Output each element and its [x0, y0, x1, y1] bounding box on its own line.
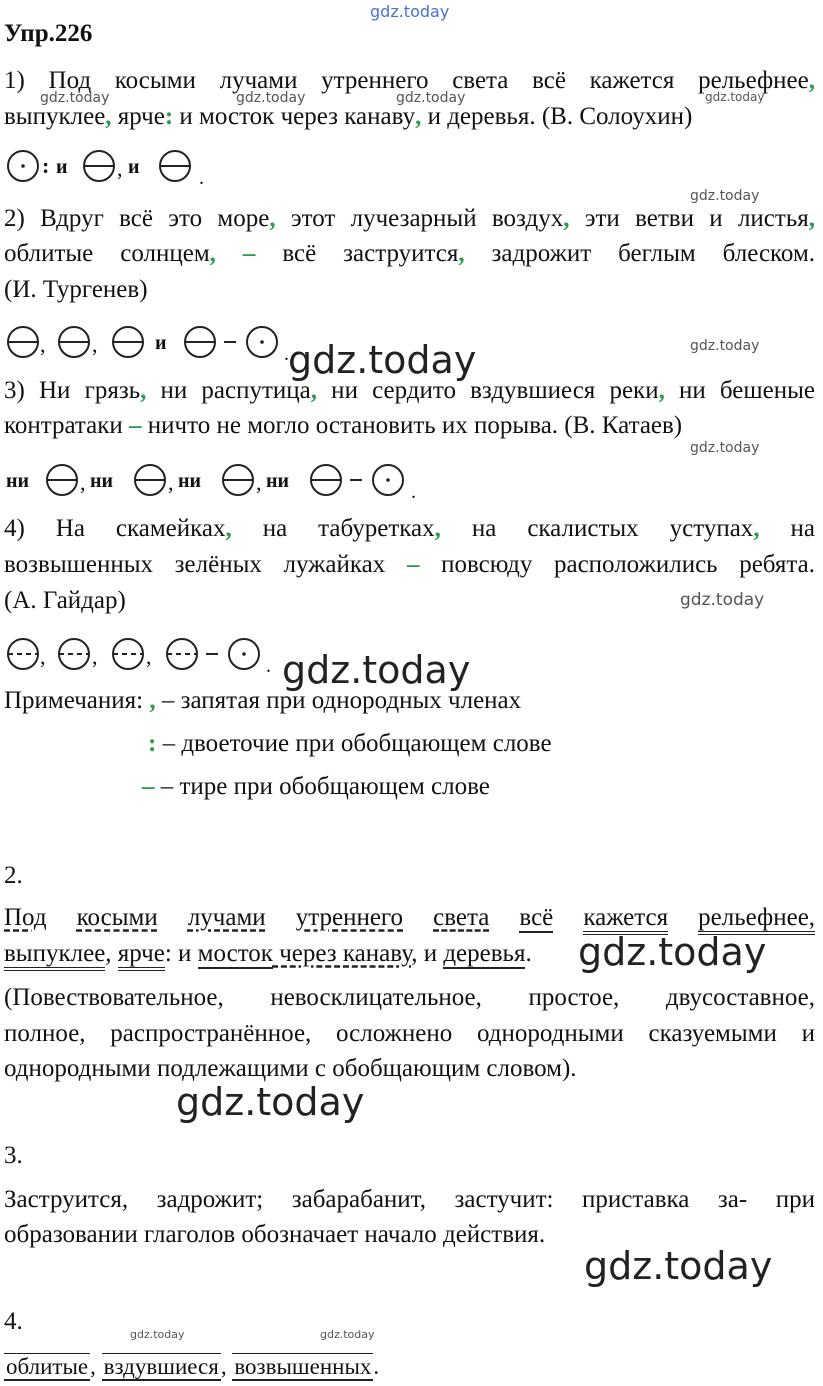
text: ничто не могло остановить их порыва. (В. Катаев) — [141, 412, 683, 439]
notes-line2 — [148, 729, 815, 759]
comma-mark: , — [149, 687, 156, 714]
word: косыми — [76, 904, 158, 931]
notes-line3 — [142, 772, 815, 802]
watermark: gdz.today — [236, 90, 306, 106]
text: ни бешеные — [664, 377, 816, 404]
svg-text:,: , — [92, 644, 98, 669]
text: эти ветви и листья — [569, 205, 809, 232]
svg-text:.: . — [411, 481, 416, 500]
part4-words — [4, 1352, 815, 1382]
word: выпуклее — [4, 940, 105, 971]
text: , — [90, 1354, 102, 1379]
watermark: gdz.today — [578, 930, 767, 974]
svg-text:,: , — [256, 470, 262, 495]
svg-text:,: , — [40, 332, 46, 357]
comma-mark: , — [434, 515, 441, 542]
text: контратаки — [4, 412, 130, 439]
dash-mark: – — [406, 551, 420, 578]
notes-line1 — [4, 686, 815, 716]
word: всё — [519, 904, 554, 931]
svg-text:,: , — [146, 644, 152, 669]
svg-text:ни: ни — [6, 470, 30, 492]
ex1-line2 — [4, 102, 815, 132]
svg-text:.: . — [284, 343, 289, 362]
watermark: gdz.today — [288, 338, 477, 382]
scheme-2 — [4, 322, 304, 362]
ex2-line3: (И. Тургенев) — [4, 276, 148, 303]
scheme-4 — [4, 634, 294, 674]
watermark: gdz.today — [282, 648, 471, 692]
ex2-line2 — [4, 239, 815, 269]
svg-text:и: и — [128, 156, 140, 178]
svg-text:,: , — [40, 644, 46, 669]
part4-number: 4. — [4, 1308, 23, 1335]
comma-mark: , — [415, 103, 422, 130]
svg-text:и: и — [155, 332, 167, 354]
svg-text:,: , — [92, 332, 98, 357]
ex4-line1 — [4, 514, 815, 544]
text: , — [220, 1354, 233, 1379]
text: возвышенных зелёных лужайках — [4, 551, 407, 578]
text: ярче — [117, 103, 165, 130]
part2-analysis-3: однородными подлежащими с обобщающим словом). — [4, 1055, 577, 1082]
scheme-1 — [4, 146, 224, 186]
watermark: gdz.today — [680, 590, 765, 610]
ex3-line1 — [4, 376, 815, 406]
watermark: gdz.today — [370, 2, 450, 21]
text: : и — [164, 940, 198, 967]
page-title: Упр.226 — [4, 20, 93, 47]
text: ни распутица — [146, 377, 311, 404]
text: повсюду расположились ребята. — [419, 551, 815, 578]
comma-mark: , — [310, 377, 318, 404]
word: рельефнее, — [698, 904, 815, 935]
text: – запятая при однородных членах — [155, 687, 522, 714]
word: ярче — [118, 940, 165, 971]
text: ни сердито вздувшиеся реки — [317, 377, 659, 404]
dash-mark: – — [142, 773, 155, 800]
watermark: gdz.today — [396, 90, 466, 106]
scheme-3-svg — [4, 460, 434, 500]
text: и деревья. (В. Солоухин) — [421, 103, 693, 130]
watermark: gdz.today — [130, 1328, 185, 1341]
text: – тире при обобщающем слове — [154, 773, 490, 800]
text: 1) Под косыми лучами утреннего света всё кажется рельефнее — [4, 67, 809, 94]
text: 2) Вдруг всё это море — [4, 205, 270, 232]
part3-line2: образовании глаголов обозначает начало действия. — [4, 1221, 546, 1248]
comma-mark: , — [209, 240, 216, 267]
notes-label: Примечания: — [4, 687, 144, 714]
svg-text:.: . — [199, 167, 204, 186]
text: задрожит беглым блеском. — [464, 240, 816, 267]
word: света — [433, 904, 490, 931]
text: выпуклее — [4, 103, 106, 130]
ex2-line1 — [4, 204, 815, 234]
ex4-line3: (А. Гайдар) — [4, 587, 126, 614]
watermark: gdz.today — [690, 338, 760, 354]
dash-mark: – — [242, 240, 256, 267]
comma-mark: , — [658, 377, 665, 404]
comma-mark: , — [269, 205, 276, 232]
comma-mark: , — [105, 103, 112, 130]
scheme-2-svg — [4, 322, 304, 362]
part3-line1: Заструится, задрожит; забарабанит, застучит: приставка за- при — [4, 1186, 815, 1213]
watermark: gdz.today — [584, 1244, 773, 1288]
text: , — [105, 940, 118, 967]
word: через канаву — [272, 940, 412, 967]
text: этот лучезарный воздух — [275, 205, 564, 232]
text: и мосток через канаву — [173, 103, 416, 130]
text: облитые солнцем — [4, 240, 210, 267]
svg-text:ни: ни — [178, 470, 202, 492]
text: на табуретках — [231, 515, 435, 542]
svg-text:.: . — [266, 655, 271, 674]
comma-mark: , — [808, 67, 815, 94]
morpheme-word: возвышенных — [234, 1354, 372, 1379]
part2-analysis-1: (Повествовательное, невосклицательное, простое, двусоставное, — [4, 984, 815, 1011]
part3-number: 3. — [4, 1142, 23, 1169]
colon-mark: : — [164, 103, 174, 130]
svg-text:,: , — [80, 470, 86, 495]
word: Под — [4, 904, 47, 931]
part2-line1 — [4, 903, 815, 933]
comma-mark: , — [563, 205, 570, 232]
svg-text:,: , — [117, 156, 123, 181]
scheme-1-svg — [4, 146, 224, 186]
watermark: gdz.today — [320, 1328, 375, 1341]
text: . — [373, 1354, 380, 1379]
svg-text:и: и — [56, 156, 68, 178]
watermark: gdz.today — [690, 440, 760, 456]
word: деревья — [443, 940, 526, 967]
comma-mark: , — [458, 240, 465, 267]
word: лучами — [187, 904, 266, 931]
comma-mark: , — [140, 377, 147, 404]
svg-text:ни: ни — [90, 470, 114, 492]
comma-mark: , — [808, 205, 815, 232]
colon-mark: : — [148, 730, 157, 757]
text: 3) Ни грязь — [4, 377, 141, 404]
text: на скалистых уступах — [440, 515, 754, 542]
comma-mark: , — [225, 515, 232, 542]
text: . — [525, 940, 532, 967]
watermark: gdz.today — [690, 188, 760, 204]
text: 4) На скамейках — [4, 515, 226, 542]
watermark: gdz.today — [705, 90, 765, 104]
svg-text:ни: ни — [266, 470, 290, 492]
text: на — [759, 515, 815, 542]
watermark: gdz.today — [40, 90, 110, 106]
scheme-3 — [4, 460, 434, 500]
word: кажется — [583, 904, 668, 935]
part2-analysis-2: полное, распространённое, осложнено однородными сказуемыми и — [4, 1020, 815, 1047]
morpheme-word: облитые — [6, 1354, 89, 1379]
ex4-line2 — [4, 550, 815, 580]
morpheme-word: вздувшиеся — [103, 1354, 219, 1379]
dash-mark: – — [129, 412, 142, 439]
word: мосток — [197, 940, 273, 967]
scheme-4-svg — [4, 634, 294, 674]
word: утреннего — [295, 904, 404, 931]
comma-mark: , — [753, 515, 760, 542]
text: – двоеточие при обобщающем слове — [156, 730, 552, 757]
part2-number: 2. — [4, 862, 23, 889]
text: , и — [411, 940, 444, 967]
text: всё заструится — [255, 240, 459, 267]
svg-text::: : — [42, 153, 50, 178]
watermark: gdz.today — [176, 1080, 365, 1124]
svg-text:,: , — [168, 470, 174, 495]
ex3-line2 — [4, 411, 815, 441]
